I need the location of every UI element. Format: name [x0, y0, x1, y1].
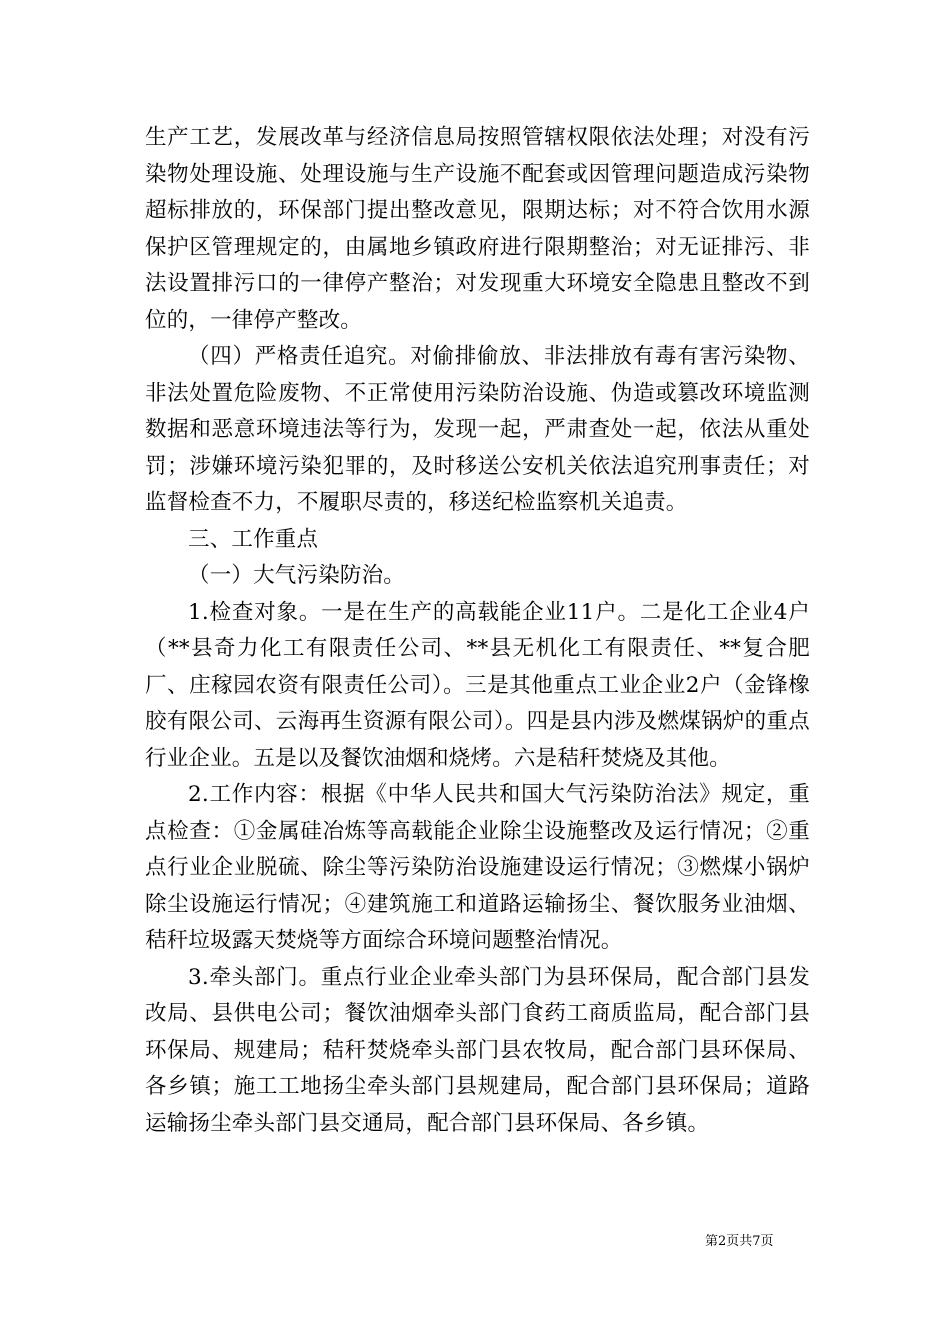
paragraph-work-content: 2.工作内容：根据《中华人民共和国大气污染防治法》规定，重点检查：①金属硅冶炼等高载能企业除尘设施整改及运行情况；②重点行业企业脱硫、除尘等污染防治设施建设运行情况；③燃煤小锅炉除尘设施运行情况；④建筑施工和道路运输扬尘、餐饮服务业油烟、秸秆垃圾露天焚烧等方面综合环境问题整治情况。 [145, 782, 810, 953]
paragraph-inspection-targets: 1.检查对象。一是在生产的高载能企业11户。二是化工企业4户（**县奇力化工有限责任公司、**县无机化工有限责任、**复合肥厂、庄稼园农资有限责任公司）。三是其他重点工业企业2户（金锋橡胶有限公司、云海再生资源有限公司）。四是县内涉及燃煤锅炉的重点行业企业。五是以及餐饮油烟和烧烤。六是秸秆焚烧及其他。 [145, 599, 810, 771]
page-number-footer: 第2页共7页 [705, 1234, 774, 1249]
document-body [145, 120, 810, 1142]
section-heading: 三、工作重点 [188, 526, 319, 552]
paragraph-lead-departments: 3.牵头部门。重点行业企业牵头部门为县环保局，配合部门县发改局、县供电公司；餐饮油烟牵头部门食药工商质监局，配合部门县环保局、规建局；秸秆焚烧牵头部门县农牧局，配合部门县环保局、各乡镇；施工工地扬尘牵头部门县规建局，配合部门县环保局；道路运输扬尘牵头部门县交通局，配合部门县环保局、各乡镇。 [145, 964, 810, 1136]
subsection-heading: （一）大气污染防治。 [188, 563, 406, 588]
paragraph-2: （四）严格责任追究。对偷排偷放、非法排放有毒有害污染物、非法处置危险废物、不正常使用污染防治设施、伪造或篡改环境监测数据和恶意环境违法等行为，发现一起，严肃查处一起，依法从重处罚；涉嫌环境污染犯罪的，及时移送公安机关依法追究刑事责任；对监督检查不力，不履职尽责的，移送纪检监察机关追责。 [145, 344, 810, 515]
paragraph-1: 生产工艺，发展改革与经济信息局按照管辖权限依法处理；对没有污染物处理设施、处理设施与生产设施不配套或因管理问题造成污染物超标排放的，环保部门提出整改意见，限期达标；对不符合饮用水源保护区管理规定的，由属地乡镇政府进行限期整治；对无证排污、非法设置排污口的一律停产整治；对发现重大环境安全隐患且整改不到位的，一律停产整改。 [145, 125, 810, 333]
